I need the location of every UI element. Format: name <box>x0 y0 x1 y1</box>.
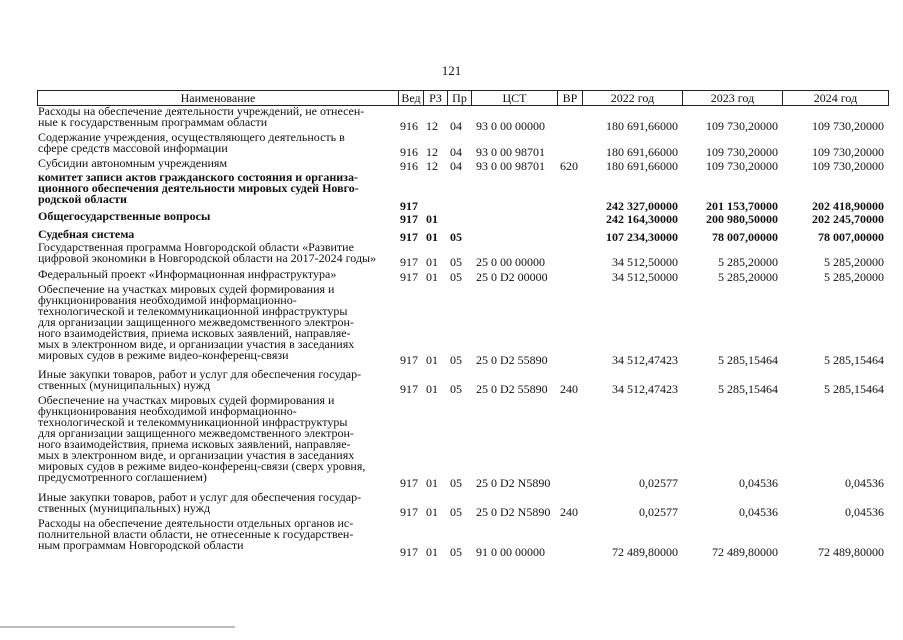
row-y2024: 72 489,80000 <box>818 545 884 559</box>
row-ved: 917 <box>400 476 418 490</box>
row-rz: 01 <box>426 353 438 367</box>
row-cst: 91 0 00 00000 <box>476 545 545 559</box>
row-pr: 05 <box>450 255 462 269</box>
header-vr: ВР <box>557 90 583 106</box>
row-y2022: 34 512,50000 <box>612 255 678 269</box>
row-name: Субсидии автономным учреждениям <box>38 156 228 170</box>
row-pr: 05 <box>450 382 462 396</box>
header-2023: 2023 год <box>682 90 783 106</box>
row-pr: 05 <box>450 270 462 284</box>
row-y2022: 0,02577 <box>639 505 678 519</box>
row-y2024: 0,04536 <box>845 476 884 490</box>
row-pr: 05 <box>450 505 462 519</box>
row-y2023: 5 285,15464 <box>718 382 778 396</box>
row-ved: 917 <box>400 230 418 244</box>
page-number: 121 <box>441 63 462 78</box>
row-y2022: 242 164,30000 <box>606 212 678 226</box>
row-vr: 620 <box>560 159 578 173</box>
row-y2024: 109 730,20000 <box>812 159 884 173</box>
row-name: Обеспечение на участках мировых судей формирования и функционирования необходимой информационно- технологической и телекоммуникационной инфраструктуры для организации защищенного межведомственного электрон- ного взаимодействия, приема исковых заявлений, направляе- мых в электронном виде, и организации участия в заседаниях мировых судов в режиме видео-конференц-связи (сверх уровня, предусмотренного соглашением) <box>38 393 366 484</box>
row-cst: 25 0 D2 55890 <box>476 382 548 396</box>
row-pr: 04 <box>450 119 462 133</box>
row-name: Судебная система <box>38 227 135 241</box>
row-cst: 93 0 00 98701 <box>476 145 545 159</box>
row-pr: 04 <box>450 159 462 173</box>
row-rz: 01 <box>426 270 438 284</box>
row-y2022: 72 489,80000 <box>612 545 678 559</box>
row-y2024: 202 245,70000 <box>812 212 884 226</box>
row-rz: 01 <box>426 230 438 244</box>
row-rz: 01 <box>426 545 438 559</box>
row-name: Обеспечение на участках мировых судей формирования и функционирования необходимой информационно- технологической и телекоммуникационной инфраструктуры для организации защищенного межведомственного электрон- ного взаимодействия, приема исковых заявлений, направляе- мых в электронном виде, и организации участия в заседаниях мировых судов в режиме видео-конференц-связи <box>38 282 355 362</box>
row-rz: 01 <box>426 212 438 226</box>
row-ved: 917 <box>400 505 418 519</box>
row-y2023: 0,04536 <box>739 505 778 519</box>
row-y2023: 5 285,20000 <box>718 255 778 269</box>
row-rz: 12 <box>426 145 438 159</box>
header-ved: Вед <box>398 90 424 106</box>
row-ved: 917 <box>400 270 418 284</box>
row-y2024: 109 730,20000 <box>812 145 884 159</box>
row-name: Расходы на обеспечение деятельности отдельных органов ис- полнительной власти области, не отнесенные к государствен- ным программам Новгородской области <box>38 516 354 552</box>
row-y2023: 109 730,20000 <box>706 145 778 159</box>
row-y2023: 109 730,20000 <box>706 119 778 133</box>
row-cst: 25 0 D2 55890 <box>476 353 548 367</box>
row-y2023: 0,04536 <box>739 476 778 490</box>
row-y2022: 180 691,66000 <box>606 159 678 173</box>
row-y2023: 200 980,50000 <box>706 212 778 226</box>
row-ved: 917 <box>400 255 418 269</box>
row-name: Иные закупки товаров, работ и услуг для обеспечения государ- ственных (муниципальных) нужд <box>38 367 362 392</box>
header-name: Наименование <box>37 90 399 106</box>
row-cst: 93 0 00 00000 <box>476 119 545 133</box>
row-name: Иные закупки товаров, работ и услуг для обеспечения государ- ственных (муниципальных) нужд <box>38 490 362 515</box>
row-y2022: 242 327,00000 <box>606 199 678 213</box>
header-cst: ЦСТ <box>471 90 558 106</box>
row-name: Общегосударственные вопросы <box>38 209 211 223</box>
row-ved: 917 <box>400 545 418 559</box>
row-rz: 12 <box>426 159 438 173</box>
row-name: Федеральный проект «Информационная инфраструктура» <box>38 267 337 281</box>
header-2024: 2024 год <box>782 90 889 106</box>
row-cst: 25 0 D2 N5890 <box>476 505 551 519</box>
row-name: Содержание учреждения, осуществляющего деятельность в сфере средств массовой информации <box>38 130 345 155</box>
row-ved: 917 <box>400 353 418 367</box>
row-y2024: 202 418,90000 <box>812 199 884 213</box>
row-pr: 04 <box>450 145 462 159</box>
row-y2024: 5 285,20000 <box>824 255 884 269</box>
row-y2022: 180 691,66000 <box>606 145 678 159</box>
row-y2023: 72 489,80000 <box>712 545 778 559</box>
row-ved: 917 <box>400 382 418 396</box>
row-cst: 25 0 D2 00000 <box>476 270 548 284</box>
row-y2022: 34 512,47423 <box>612 382 678 396</box>
row-y2023: 5 285,15464 <box>718 353 778 367</box>
footer-divider <box>0 626 235 628</box>
row-cst: 25 0 00 00000 <box>476 255 545 269</box>
row-cst: 93 0 00 98701 <box>476 159 545 173</box>
row-vr: 240 <box>560 505 578 519</box>
header-pr: Пр <box>447 90 472 106</box>
row-name: Расходы на обеспечение деятельности учреждений, не отнесен- ные к государственным программам области <box>38 104 365 129</box>
row-y2022: 107 234,30000 <box>606 230 678 244</box>
header-rz: РЗ <box>423 90 448 106</box>
row-rz: 01 <box>426 255 438 269</box>
row-y2024: 78 007,00000 <box>818 230 884 244</box>
row-y2023: 5 285,20000 <box>718 270 778 284</box>
row-y2022: 180 691,66000 <box>606 119 678 133</box>
row-name: Государственная программа Новгородской области «Развитие цифровой экономики в Новгородской области на 2017-2024 годы» <box>38 240 377 265</box>
row-y2022: 34 512,50000 <box>612 270 678 284</box>
row-y2023: 78 007,00000 <box>712 230 778 244</box>
row-y2024: 109 730,20000 <box>812 119 884 133</box>
row-y2024: 5 285,15464 <box>824 382 884 396</box>
row-y2024: 5 285,20000 <box>824 270 884 284</box>
row-pr: 05 <box>450 476 462 490</box>
row-y2024: 0,04536 <box>845 505 884 519</box>
row-rz: 01 <box>426 382 438 396</box>
row-y2024: 5 285,15464 <box>824 353 884 367</box>
row-rz: 01 <box>426 476 438 490</box>
row-ved: 916 <box>400 119 418 133</box>
row-y2023: 201 153,70000 <box>706 199 778 213</box>
row-rz: 01 <box>426 505 438 519</box>
row-ved: 916 <box>400 145 418 159</box>
row-pr: 05 <box>450 353 462 367</box>
row-y2023: 109 730,20000 <box>706 159 778 173</box>
row-name: комитет записи актов гражданского состояния и организа- ционного обеспечения деятельности мировых судей Новго- родской области <box>38 170 359 206</box>
row-y2022: 0,02577 <box>639 476 678 490</box>
row-ved: 917 <box>400 212 418 226</box>
row-y2022: 34 512,47423 <box>612 353 678 367</box>
row-vr: 240 <box>560 382 578 396</box>
row-pr: 05 <box>450 230 462 244</box>
row-pr: 05 <box>450 545 462 559</box>
row-rz: 12 <box>426 119 438 133</box>
row-cst: 25 0 D2 N5890 <box>476 476 551 490</box>
header-2022: 2022 год <box>582 90 683 106</box>
row-ved: 917 <box>400 199 418 213</box>
row-ved: 916 <box>400 159 418 173</box>
